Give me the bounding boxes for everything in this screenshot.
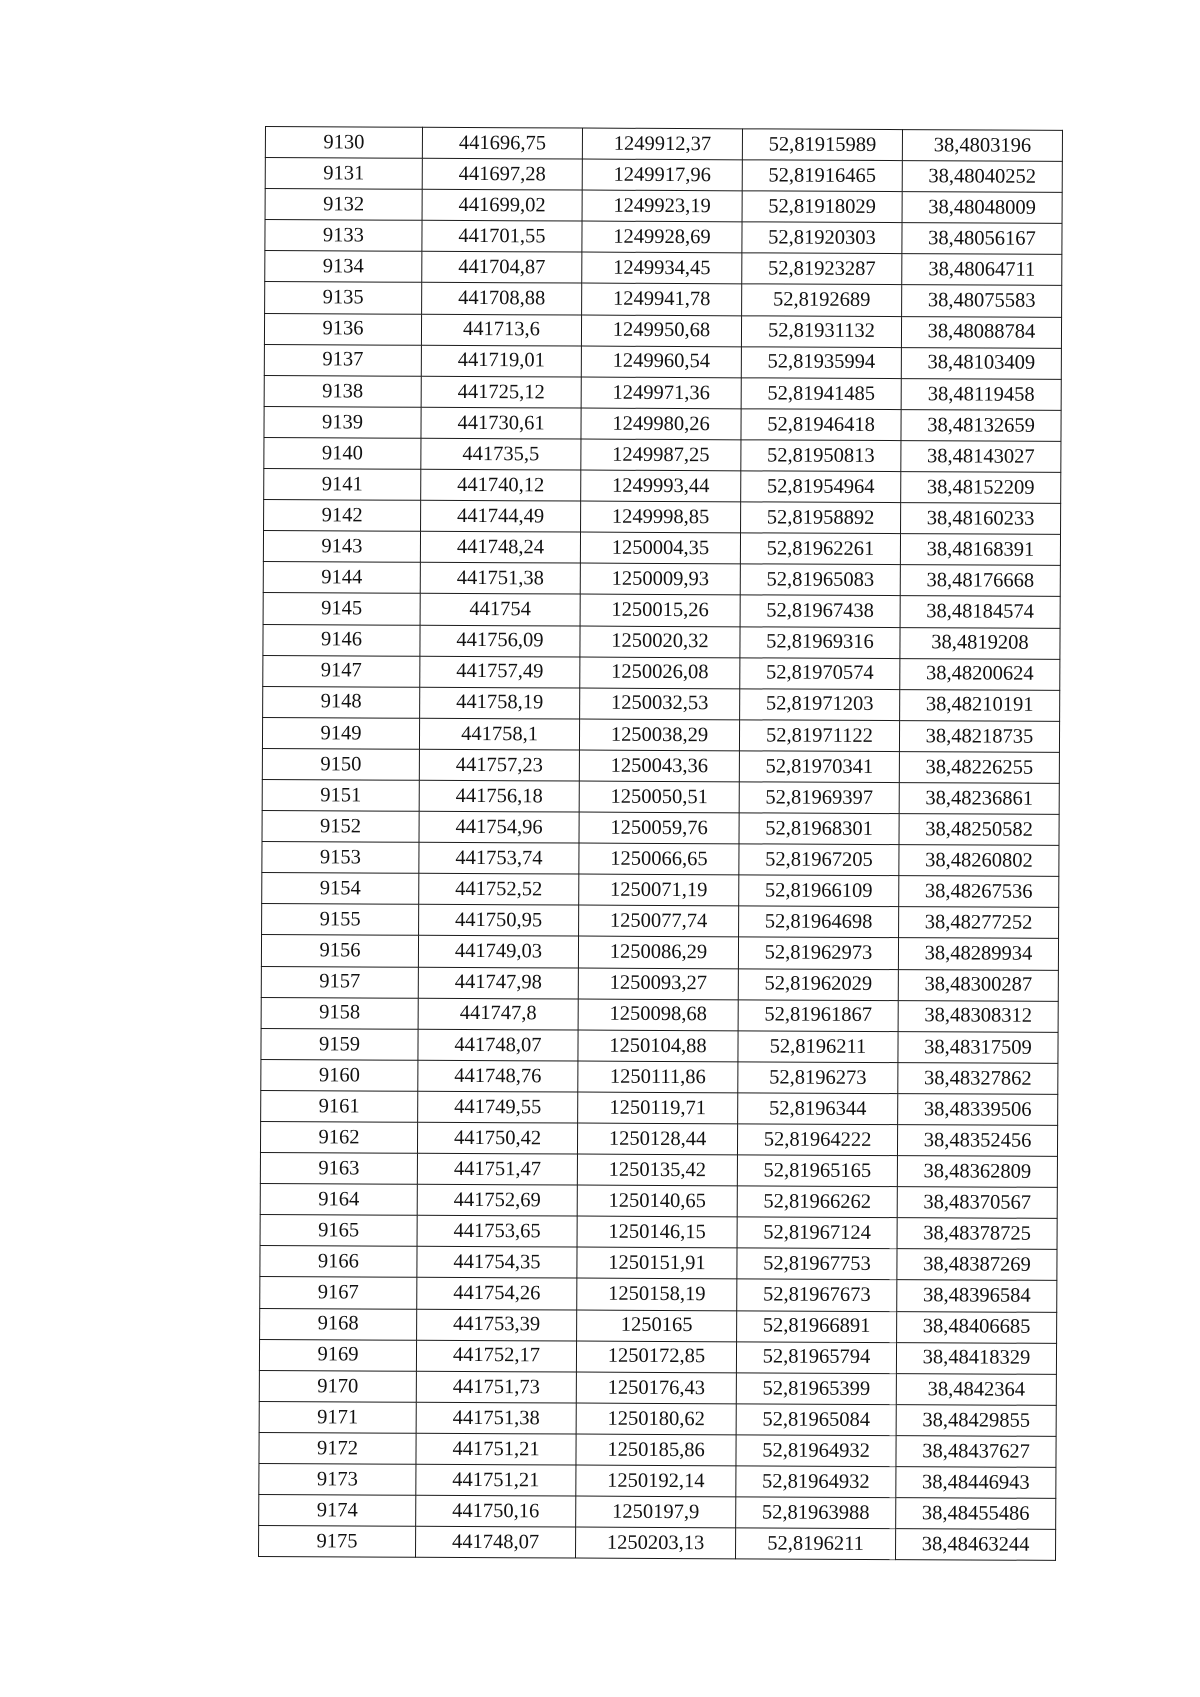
table-row [262,717,1059,752]
table-row [264,344,1061,379]
table-row [263,624,1060,659]
point-number-cell: 9135 [265,282,422,314]
y-coordinate-cell: 1250026,08 [580,657,740,689]
x-coordinate-cell: 441749,03 [418,936,578,968]
x-coordinate-cell: 441750,42 [417,1122,577,1154]
longitude-cell: 38,4819208 [900,627,1060,659]
longitude-cell: 38,48289934 [898,938,1058,970]
y-coordinate-cell: 1250077,74 [579,905,739,937]
latitude-cell: 52,81971203 [740,689,900,721]
latitude-cell: 52,81964698 [739,906,899,938]
longitude-cell: 38,48132659 [901,409,1061,441]
point-number-cell: 9165 [260,1215,417,1247]
point-number-cell: 9158 [261,997,418,1029]
longitude-cell: 38,48463244 [896,1529,1056,1561]
longitude-cell: 38,48300287 [898,969,1058,1001]
longitude-cell: 38,48370567 [897,1187,1057,1219]
latitude-cell: 52,81916465 [742,160,902,192]
table-row [265,127,1062,162]
y-coordinate-cell: 1250032,53 [580,688,740,720]
point-number-cell: 9148 [263,686,420,718]
longitude-cell: 38,4842364 [896,1373,1056,1405]
x-coordinate-cell: 441701,55 [422,221,582,253]
longitude-cell: 38,48184574 [900,596,1060,628]
table-row [263,686,1060,721]
point-number-cell: 9144 [263,562,420,594]
point-number-cell: 9136 [264,313,421,345]
table-row [262,873,1059,908]
x-coordinate-cell: 441751,38 [416,1402,576,1434]
x-coordinate-cell: 441744,49 [421,500,581,532]
point-number-cell: 9162 [260,1121,417,1153]
x-coordinate-cell: 441751,73 [416,1371,576,1403]
table-row [265,158,1062,193]
y-coordinate-cell: 1250071,19 [579,874,739,906]
x-coordinate-cell: 441748,76 [418,1060,578,1092]
x-coordinate-cell: 441757,23 [419,749,579,781]
y-coordinate-cell: 1250050,51 [579,781,739,813]
table-row [259,1464,1056,1499]
table-row [260,1277,1057,1312]
table-row [263,655,1060,690]
table-row [265,282,1062,317]
y-coordinate-cell: 1249934,45 [582,252,742,284]
longitude-cell: 38,48327862 [898,1062,1058,1094]
point-number-cell: 9149 [262,717,419,749]
latitude-cell: 52,81958892 [741,502,901,534]
longitude-cell: 38,48236861 [899,783,1059,815]
y-coordinate-cell: 1250093,27 [578,968,738,1000]
x-coordinate-cell: 441754 [420,594,580,626]
longitude-cell: 38,48088784 [901,316,1061,348]
latitude-cell: 52,81931132 [741,315,901,347]
y-coordinate-cell: 1250176,43 [576,1372,736,1404]
y-coordinate-cell: 1250111,86 [578,1061,738,1093]
longitude-cell: 38,48176668 [900,565,1060,597]
table-row [259,1432,1056,1467]
table-row [262,748,1059,783]
y-coordinate-cell: 1249917,96 [582,159,742,191]
latitude-cell: 52,81971122 [739,720,899,752]
y-coordinate-cell: 1250104,88 [578,1030,738,1062]
latitude-cell: 52,81965794 [736,1341,896,1373]
x-coordinate-cell: 441713,6 [421,314,581,346]
x-coordinate-cell: 441752,69 [417,1184,577,1216]
latitude-cell: 52,81967673 [737,1279,897,1311]
latitude-cell: 52,81961867 [738,999,898,1031]
x-coordinate-cell: 441753,39 [417,1309,577,1341]
longitude-cell: 38,48250582 [899,814,1059,846]
table-row [264,313,1061,348]
latitude-cell: 52,81965399 [736,1373,896,1405]
table-row [262,842,1059,877]
y-coordinate-cell: 1250146,15 [577,1216,737,1248]
x-coordinate-cell: 441748,07 [418,1029,578,1061]
longitude-cell: 38,48200624 [900,658,1060,690]
latitude-cell: 52,8196211 [736,1528,896,1560]
table-row [260,1153,1057,1188]
table-row [260,1184,1057,1219]
point-number-cell: 9150 [262,748,419,780]
table-row [263,562,1060,597]
x-coordinate-cell: 441735,5 [421,438,581,470]
table-body [259,127,1063,1561]
x-coordinate-cell: 441756,09 [420,625,580,657]
y-coordinate-cell: 1250165 [577,1310,737,1342]
latitude-cell: 52,8196273 [738,1062,898,1094]
latitude-cell: 52,8192689 [742,284,902,316]
longitude-cell: 38,48103409 [901,347,1061,379]
y-coordinate-cell: 1249941,78 [582,284,742,316]
x-coordinate-cell: 441753,65 [417,1216,577,1248]
point-number-cell: 9133 [265,220,422,252]
longitude-cell: 38,48352456 [897,1125,1057,1157]
longitude-cell: 38,48143027 [901,441,1061,473]
point-number-cell: 9147 [263,655,420,687]
table-row [264,375,1061,410]
y-coordinate-cell: 1250086,29 [578,936,738,968]
longitude-cell: 38,48168391 [900,534,1060,566]
x-coordinate-cell: 441747,8 [418,998,578,1030]
latitude-cell: 52,81967438 [740,595,900,627]
x-coordinate-cell: 441725,12 [421,376,581,408]
latitude-cell: 52,8196211 [738,1031,898,1063]
x-coordinate-cell: 441704,87 [422,252,582,284]
latitude-cell: 52,81970341 [739,751,899,783]
x-coordinate-cell: 441696,75 [422,127,582,159]
y-coordinate-cell: 1250203,13 [576,1527,736,1559]
longitude-cell: 38,48218735 [899,720,1059,752]
x-coordinate-cell: 441754,35 [417,1247,577,1279]
x-coordinate-cell: 441754,96 [419,811,579,843]
y-coordinate-cell: 1250020,32 [580,626,740,658]
latitude-cell: 52,81964222 [737,1124,897,1156]
x-coordinate-cell: 441751,47 [417,1153,577,1185]
latitude-cell: 52,81965084 [736,1404,896,1436]
y-coordinate-cell: 1250151,91 [577,1247,737,1279]
latitude-cell: 52,81968301 [739,813,899,845]
latitude-cell: 52,81970574 [740,657,900,689]
y-coordinate-cell: 1249923,19 [582,190,742,222]
table-row [260,1121,1057,1156]
table-row [261,1059,1058,1094]
table-row [261,935,1058,970]
x-coordinate-cell: 441708,88 [422,283,582,315]
point-number-cell: 9130 [265,127,422,159]
y-coordinate-cell: 1249998,85 [581,501,741,533]
table-row [261,997,1058,1032]
x-coordinate-cell: 441758,1 [419,718,579,750]
x-coordinate-cell: 441750,95 [419,905,579,937]
longitude-cell: 38,48429855 [896,1404,1056,1436]
latitude-cell: 52,81966109 [739,875,899,907]
latitude-cell: 52,81954964 [741,471,901,503]
latitude-cell: 52,81935994 [741,346,901,378]
y-coordinate-cell: 1250004,35 [580,532,740,564]
longitude-cell: 38,48378725 [897,1218,1057,1250]
y-coordinate-cell: 1250098,68 [578,999,738,1031]
point-number-cell: 9171 [259,1401,416,1433]
y-coordinate-cell: 1249980,26 [581,408,741,440]
latitude-cell: 52,81962029 [738,968,898,1000]
longitude-cell: 38,48226255 [899,751,1059,783]
x-coordinate-cell: 441753,74 [419,842,579,874]
table-row [259,1339,1056,1374]
x-coordinate-cell: 441730,61 [421,407,581,439]
x-coordinate-cell: 441758,19 [420,687,580,719]
table-row [260,1246,1057,1281]
latitude-cell: 52,81969397 [739,782,899,814]
y-coordinate-cell: 1250185,86 [576,1434,736,1466]
longitude-cell: 38,48396584 [897,1280,1057,1312]
x-coordinate-cell: 441756,18 [419,780,579,812]
longitude-cell: 38,48075583 [902,285,1062,317]
latitude-cell: 52,81923287 [742,253,902,285]
point-number-cell: 9167 [260,1277,417,1309]
table-row [263,593,1060,628]
y-coordinate-cell: 1250043,36 [579,750,739,782]
longitude-cell: 38,48418329 [896,1342,1056,1374]
x-coordinate-cell: 441752,52 [419,874,579,906]
longitude-cell: 38,48362809 [897,1156,1057,1188]
point-number-cell: 9146 [263,624,420,656]
y-coordinate-cell: 1250135,42 [577,1154,737,1186]
y-coordinate-cell: 1249928,69 [582,221,742,253]
point-number-cell: 9166 [260,1246,417,1278]
latitude-cell: 52,81920303 [742,222,902,254]
x-coordinate-cell: 441752,17 [416,1340,576,1372]
longitude-cell: 38,48056167 [902,223,1062,255]
table-row [264,406,1061,441]
y-coordinate-cell: 1249993,44 [581,470,741,502]
latitude-cell: 52,81965165 [737,1155,897,1187]
latitude-cell: 52,81967124 [737,1217,897,1249]
longitude-cell: 38,48160233 [901,503,1061,535]
latitude-cell: 52,81962973 [738,937,898,969]
y-coordinate-cell: 1250119,71 [578,1092,738,1124]
latitude-cell: 52,81950813 [741,440,901,472]
y-coordinate-cell: 1250140,65 [577,1185,737,1217]
longitude-cell: 38,48210191 [900,689,1060,721]
latitude-cell: 52,81963988 [736,1497,896,1529]
table-row [260,1308,1057,1343]
x-coordinate-cell: 441751,21 [416,1464,576,1496]
longitude-cell: 38,48387269 [897,1249,1057,1281]
point-number-cell: 9168 [260,1308,417,1340]
table-row [265,189,1062,224]
point-number-cell: 9163 [260,1153,417,1185]
latitude-cell: 52,81946418 [741,409,901,441]
y-coordinate-cell: 1250128,44 [577,1123,737,1155]
coordinates-table [258,126,1063,1561]
latitude-cell: 52,81966891 [737,1310,897,1342]
point-number-cell: 9141 [264,469,421,501]
point-number-cell: 9169 [259,1339,416,1371]
longitude-cell: 38,48260802 [899,845,1059,877]
y-coordinate-cell: 1250158,19 [577,1279,737,1311]
point-number-cell: 9152 [262,811,419,843]
longitude-cell: 38,48455486 [896,1498,1056,1530]
latitude-cell: 52,81964932 [736,1466,896,1498]
longitude-cell: 38,48152209 [901,472,1061,504]
point-number-cell: 9175 [259,1526,416,1558]
table-row [259,1401,1056,1436]
longitude-cell: 38,48040252 [902,161,1062,193]
table-row [264,437,1061,472]
point-number-cell: 9160 [261,1059,418,1091]
latitude-cell: 52,81967205 [739,844,899,876]
longitude-cell: 38,48119458 [901,378,1061,410]
point-number-cell: 9151 [262,779,419,811]
x-coordinate-cell: 441757,49 [420,656,580,688]
point-number-cell: 9157 [261,966,418,998]
x-coordinate-cell: 441750,16 [416,1495,576,1527]
longitude-cell: 38,48277252 [899,907,1059,939]
longitude-cell: 38,48048009 [902,192,1062,224]
x-coordinate-cell: 441751,21 [416,1433,576,1465]
latitude-cell: 52,81965083 [740,564,900,596]
latitude-cell: 52,81941485 [741,378,901,410]
x-coordinate-cell: 441749,55 [418,1091,578,1123]
point-number-cell: 9161 [261,1090,418,1122]
point-number-cell: 9139 [264,406,421,438]
table-row [262,779,1059,814]
latitude-cell: 52,81969316 [740,626,900,658]
latitude-cell: 52,81962261 [740,533,900,565]
y-coordinate-cell: 1250172,85 [576,1341,736,1373]
y-coordinate-cell: 1250180,62 [576,1403,736,1435]
y-coordinate-cell: 1249950,68 [581,315,741,347]
table-row [261,1028,1058,1063]
point-number-cell: 9143 [263,531,420,563]
point-number-cell: 9140 [264,437,421,469]
latitude-cell: 52,81964932 [736,1435,896,1467]
table-row [259,1526,1056,1561]
y-coordinate-cell: 1250015,26 [580,594,740,626]
y-coordinate-cell: 1250066,65 [579,843,739,875]
table-row [262,904,1059,939]
point-number-cell: 9159 [261,1028,418,1060]
point-number-cell: 9173 [259,1464,416,1496]
y-coordinate-cell: 1250197,9 [576,1496,736,1528]
table-row [260,1215,1057,1250]
point-number-cell: 9142 [264,500,421,532]
x-coordinate-cell: 441754,26 [417,1278,577,1310]
table-row [259,1495,1056,1530]
point-number-cell: 9137 [264,344,421,376]
latitude-cell: 52,81966262 [737,1186,897,1218]
x-coordinate-cell: 441740,12 [421,469,581,501]
longitude-cell: 38,48437627 [896,1436,1056,1468]
longitude-cell: 38,48064711 [902,254,1062,286]
point-number-cell: 9131 [265,158,422,190]
x-coordinate-cell: 441697,28 [422,158,582,190]
point-number-cell: 9138 [264,375,421,407]
latitude-cell: 52,81918029 [742,191,902,223]
point-number-cell: 9145 [263,593,420,625]
y-coordinate-cell: 1249960,54 [581,346,741,378]
longitude-cell: 38,4803196 [902,130,1062,162]
point-number-cell: 9156 [261,935,418,967]
point-number-cell: 9172 [259,1432,416,1464]
point-number-cell: 9164 [260,1184,417,1216]
table-row [259,1370,1056,1405]
longitude-cell: 38,48446943 [896,1467,1056,1499]
table-row [261,966,1058,1001]
y-coordinate-cell: 1249912,37 [582,128,742,160]
table-row [264,469,1061,504]
point-number-cell: 9155 [262,904,419,936]
longitude-cell: 38,48339506 [898,1094,1058,1126]
longitude-cell: 38,48267536 [899,876,1059,908]
longitude-cell: 38,48308312 [898,1000,1058,1032]
table-row [261,1090,1058,1125]
latitude-cell: 52,81915989 [742,129,902,161]
longitude-cell: 38,48317509 [898,1031,1058,1063]
point-number-cell: 9154 [262,873,419,905]
table-row [262,811,1059,846]
point-number-cell: 9153 [262,842,419,874]
x-coordinate-cell: 441748,24 [420,531,580,563]
table-row [264,500,1061,535]
y-coordinate-cell: 1250059,76 [579,812,739,844]
table-row [265,220,1062,255]
table-row [265,251,1062,286]
latitude-cell: 52,81967753 [737,1248,897,1280]
y-coordinate-cell: 1250009,93 [580,563,740,595]
y-coordinate-cell: 1250192,14 [576,1465,736,1497]
x-coordinate-cell: 441748,07 [416,1526,576,1558]
y-coordinate-cell: 1249971,36 [581,377,741,409]
point-number-cell: 9132 [265,189,422,221]
x-coordinate-cell: 441747,98 [418,967,578,999]
x-coordinate-cell: 441699,02 [422,189,582,221]
longitude-cell: 38,48406685 [897,1311,1057,1343]
latitude-cell: 52,8196344 [738,1093,898,1125]
point-number-cell: 9170 [259,1370,416,1402]
point-number-cell: 9134 [265,251,422,283]
table-row [263,531,1060,566]
x-coordinate-cell: 441719,01 [421,345,581,377]
y-coordinate-cell: 1250038,29 [579,719,739,751]
point-number-cell: 9174 [259,1495,416,1527]
x-coordinate-cell: 441751,38 [420,563,580,595]
y-coordinate-cell: 1249987,25 [581,439,741,471]
